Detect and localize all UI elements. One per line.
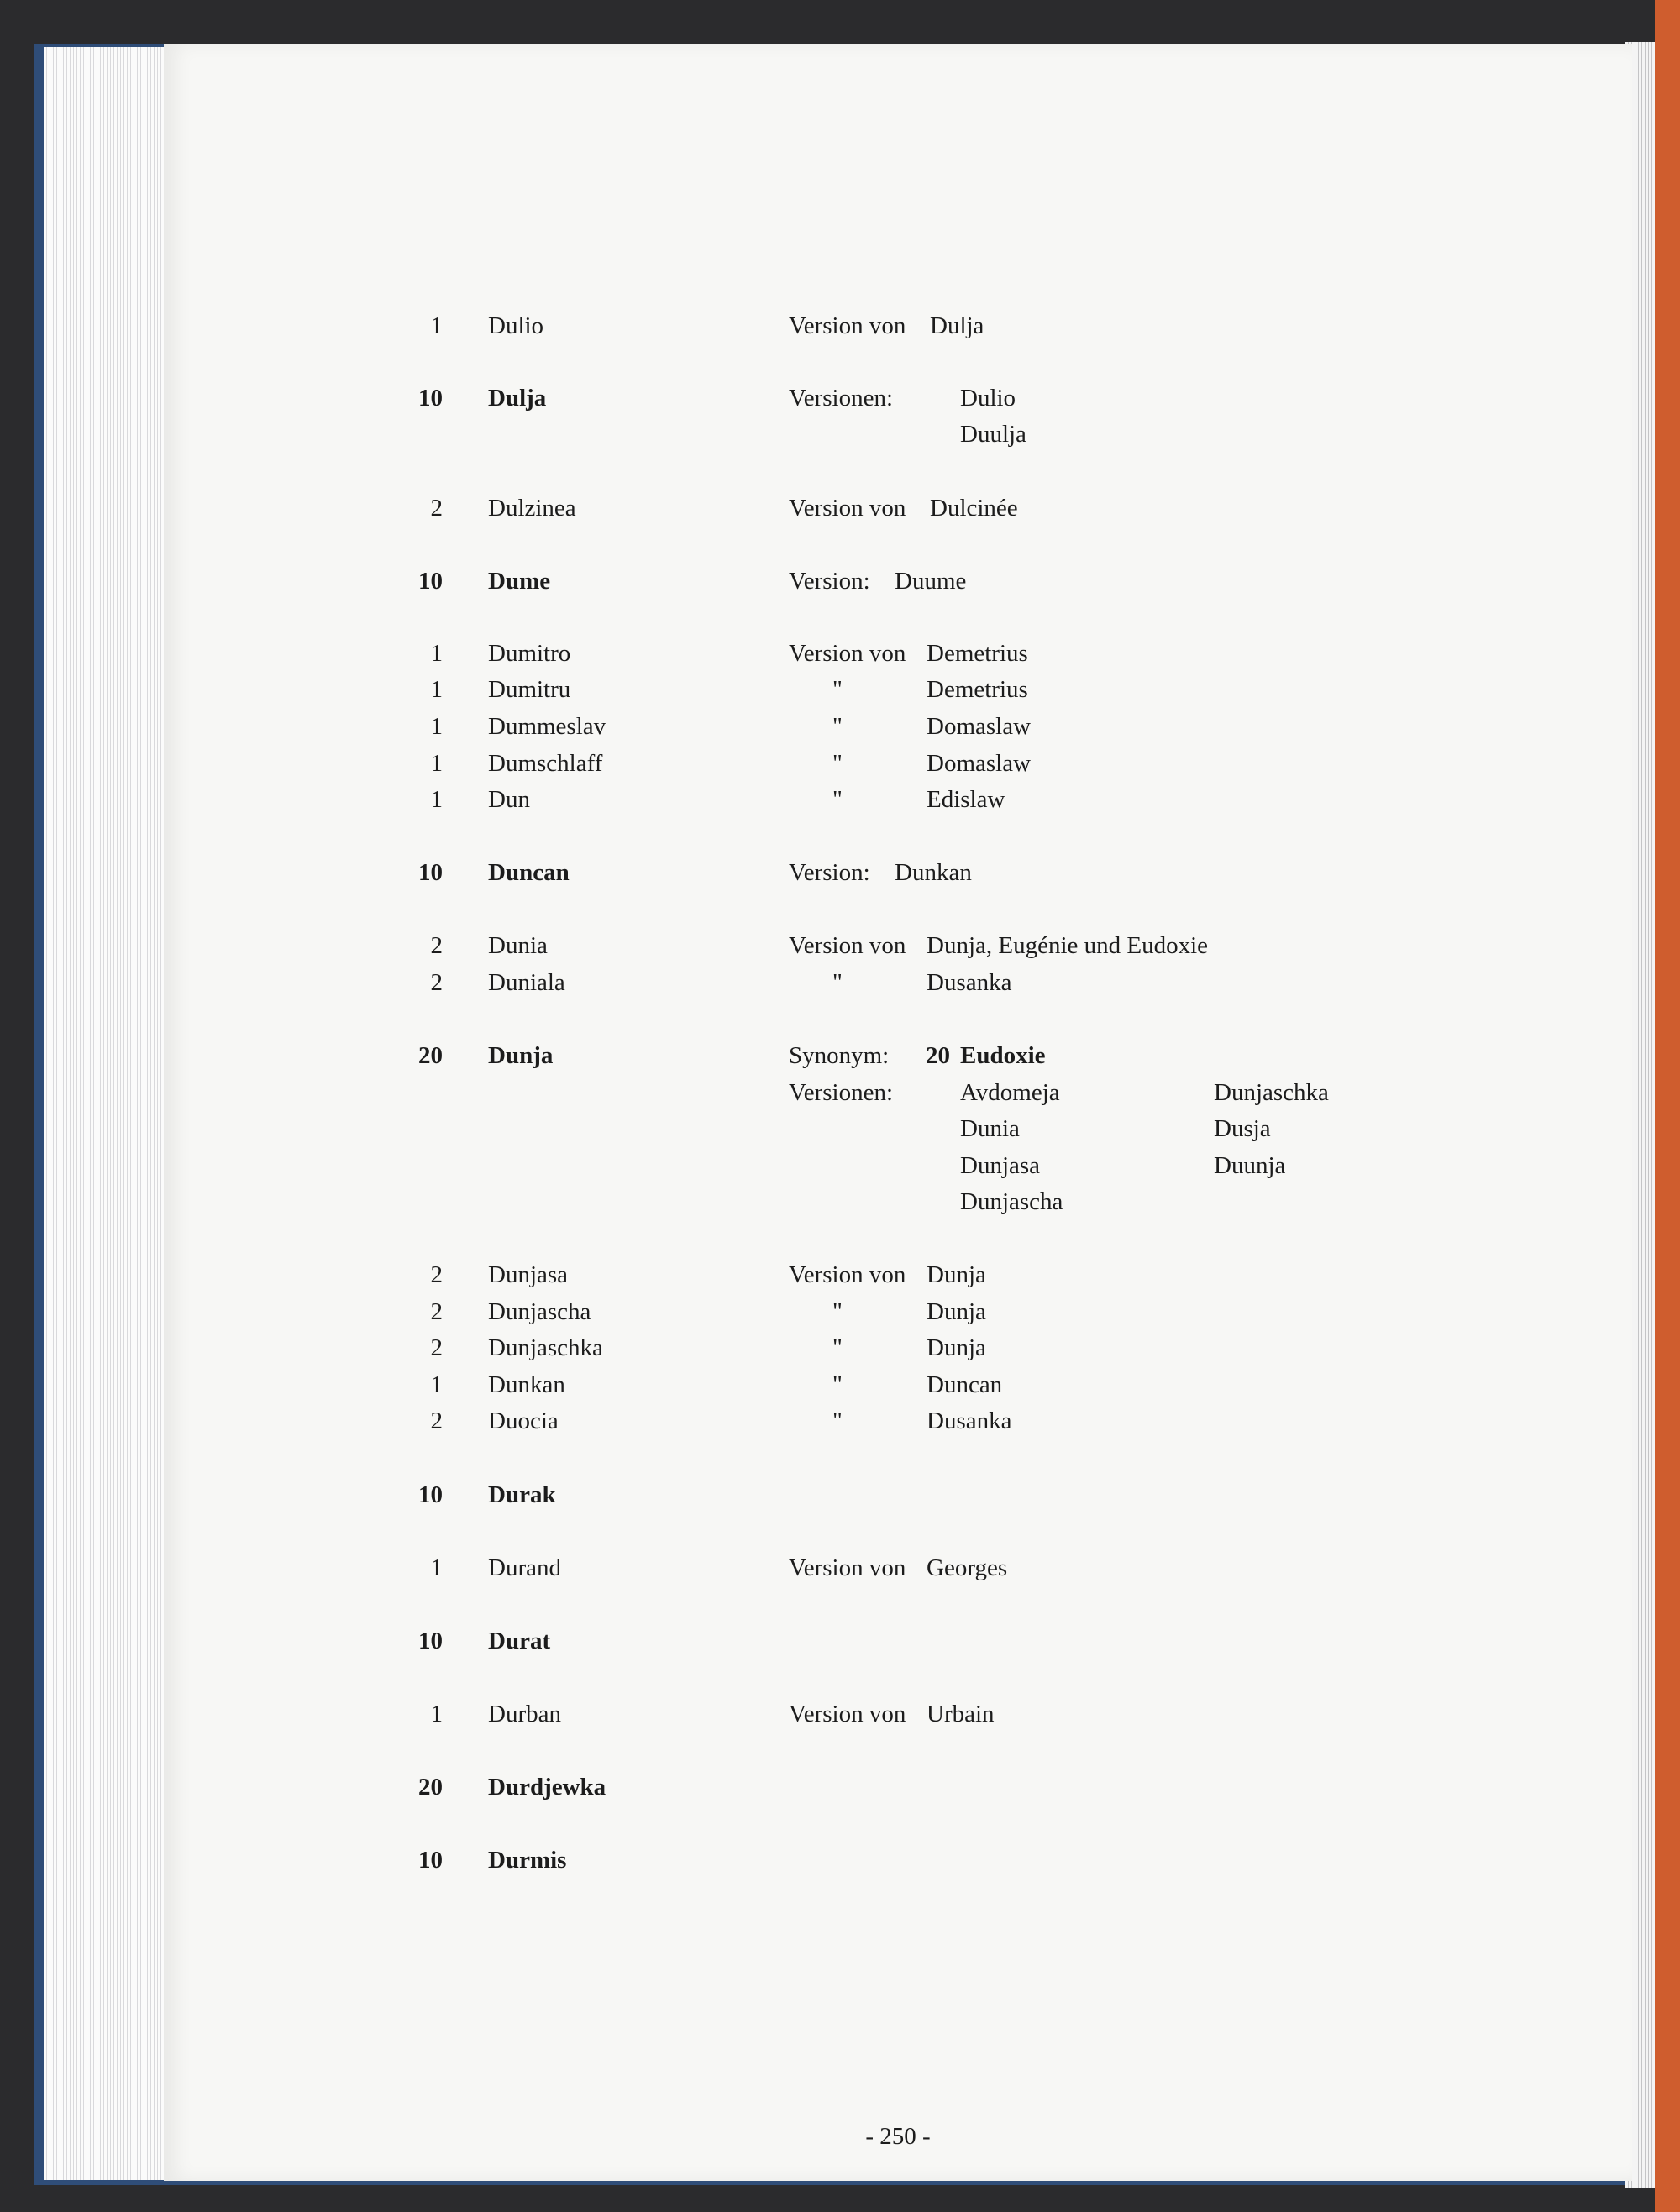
entry-frequency: 2 [430, 1261, 443, 1288]
entry-name: Dunkan [488, 1371, 565, 1398]
entry-frequency: 1 [430, 640, 443, 667]
entry-frequency: 2 [430, 932, 443, 959]
entry-frequency: 1 [430, 1701, 443, 1727]
ditto-mark: " [832, 750, 843, 777]
entry-reference: Dunja [927, 1334, 986, 1361]
entry-reference: Dunja, Eugénie und Eudoxie [927, 932, 1209, 959]
entry-name: Duniala [488, 969, 565, 996]
entry-row [164, 781, 1632, 818]
entry-frequency: 2 [430, 1334, 443, 1361]
entry-continuation-row [164, 1183, 1632, 1220]
entry-name: Durand [488, 1554, 561, 1581]
entry-name: Durat [488, 1628, 551, 1654]
entry-row [164, 708, 1632, 745]
entry-row [164, 1696, 1632, 1732]
entry-reference: Dulio [960, 385, 1016, 411]
entry-frequency: 10 [418, 568, 443, 595]
entry-row [164, 1293, 1632, 1330]
entry-row [164, 854, 1632, 891]
page-edges-left [44, 47, 170, 2180]
entry-frequency: 2 [430, 495, 443, 522]
ditto-mark: " [832, 676, 843, 703]
ditto-mark: " [832, 1407, 843, 1434]
entry-name: Dumschlaff [488, 750, 603, 777]
entry-reference: Urbain [927, 1701, 995, 1727]
entry-name: Dumitro [488, 640, 571, 667]
entry-name: Dumitru [488, 676, 571, 703]
entry-frequency: 10 [418, 1628, 443, 1654]
entry-frequency: 10 [418, 1481, 443, 1508]
entry-continuation-row [164, 1110, 1632, 1147]
entry-name: Dunia [488, 932, 548, 959]
entry-frequency: 2 [430, 969, 443, 996]
entry-reference: Georges [927, 1554, 1008, 1581]
entry-name: Dulio [488, 312, 544, 339]
entry-relation: Version: [789, 568, 870, 595]
entry-name: Dume [488, 568, 551, 595]
entry-relation: Versionen: [789, 1079, 894, 1106]
ditto-mark: " [832, 786, 843, 813]
entry-row [164, 1622, 1632, 1659]
entry-detail-row [164, 1074, 1632, 1111]
entry-frequency: 20 [418, 1042, 443, 1069]
entry-frequency: 10 [418, 859, 443, 886]
entry-frequency: 1 [430, 676, 443, 703]
entry-row [164, 563, 1632, 600]
entry-relation: Version: [789, 859, 870, 886]
entry-name: Durban [488, 1701, 561, 1727]
entry-frequency: 1 [430, 1554, 443, 1581]
entry-relation: Version von [789, 312, 906, 339]
entry-reference: Dunja [927, 1298, 986, 1325]
entry-row [164, 1842, 1632, 1879]
book-page [164, 44, 1632, 2181]
entry-name: Dun [488, 786, 530, 813]
entry-reference: Domaslaw [927, 713, 1032, 740]
entry-row [164, 964, 1632, 1001]
entry-row [164, 745, 1632, 782]
entry-reference: Dulja [930, 312, 984, 339]
entry-relation: Version von [789, 1701, 906, 1727]
entry-continuation-row [164, 1147, 1632, 1184]
entry-name: Dummeslav [488, 713, 606, 740]
page-number: - 250 - [865, 2123, 931, 2150]
entry-reference: Dunjasa [960, 1152, 1041, 1179]
entry-name: Durdjewka [488, 1774, 606, 1801]
entry-frequency: 1 [430, 750, 443, 777]
entry-reference: Edislaw [927, 786, 1005, 813]
entry-reference: Duulja [960, 421, 1026, 448]
entry-frequency: 10 [418, 385, 443, 411]
entry-reference: Eudoxie [960, 1042, 1046, 1069]
entry-name: Duncan [488, 859, 570, 886]
entry-row [164, 1329, 1632, 1366]
entry-row [164, 1402, 1632, 1439]
entry-relation: Version von [789, 1554, 906, 1581]
entry-frequency: 2 [430, 1407, 443, 1434]
entry-reference: Dusanka [927, 1407, 1012, 1434]
entry-name: Duocia [488, 1407, 559, 1434]
adjacent-page-strip [1655, 0, 1680, 2212]
entry-reference: Dunkan [895, 859, 972, 886]
entry-row [164, 671, 1632, 708]
entry-frequency: 20 [418, 1774, 443, 1801]
entry-reference: Dunjaschka [1214, 1079, 1329, 1106]
entry-row [164, 1366, 1632, 1403]
entry-reference: Demetrius [927, 640, 1028, 667]
entry-reference: Dusja [1214, 1115, 1271, 1142]
entry-name: Dulja [488, 385, 547, 411]
entry-frequency: 10 [418, 1847, 443, 1874]
entry-row [164, 307, 1632, 344]
entry-frequency: 1 [430, 713, 443, 740]
entry-name: Dunjasa [488, 1261, 569, 1288]
entry-reference: Domaslaw [927, 750, 1032, 777]
synonym-frequency: 20 [926, 1042, 950, 1069]
entry-name: Dunjascha [488, 1298, 591, 1325]
entry-reference: Duunja [1214, 1152, 1286, 1179]
entry-name: Durmis [488, 1847, 567, 1874]
entry-name: Dunjaschka [488, 1334, 603, 1361]
entry-relation: Version von [789, 640, 906, 667]
entry-relation: Version von [789, 495, 906, 522]
ditto-mark: " [832, 1334, 843, 1361]
entry-name: Durak [488, 1481, 556, 1508]
entry-frequency: 1 [430, 1371, 443, 1398]
entry-relation: Version von [789, 932, 906, 959]
entry-row [164, 927, 1632, 964]
entry-reference: Dunjascha [960, 1188, 1063, 1215]
entry-reference: Duume [895, 568, 967, 595]
entry-name: Dunja [488, 1042, 554, 1069]
entry-detail-row [164, 380, 1632, 417]
entry-row [164, 1256, 1632, 1293]
entry-row [164, 635, 1632, 672]
entry-name: Dulzinea [488, 495, 576, 522]
entry-row [164, 1037, 1632, 1074]
entry-reference: Dusanka [927, 969, 1012, 996]
ditto-mark: " [832, 969, 843, 996]
ditto-mark: " [832, 1371, 843, 1398]
entry-frequency: 2 [430, 1298, 443, 1325]
entry-reference: Dunja [927, 1261, 986, 1288]
entry-row [164, 490, 1632, 527]
entry-reference: Duncan [927, 1371, 1003, 1398]
entry-continuation-row [164, 416, 1632, 453]
entry-row [164, 1549, 1632, 1586]
entry-relation: Synonym: [789, 1042, 890, 1069]
ditto-mark: " [832, 1298, 843, 1325]
entry-frequency: 1 [430, 312, 443, 339]
entry-reference: Avdomeja [960, 1079, 1060, 1106]
entry-reference: Demetrius [927, 676, 1028, 703]
ditto-mark: " [832, 713, 843, 740]
entry-row [164, 1769, 1632, 1806]
entry-reference: Dulcinée [930, 495, 1018, 522]
entry-frequency: 1 [430, 786, 443, 813]
entry-relation: Version von [789, 1261, 906, 1288]
entry-reference: Dunia [960, 1115, 1020, 1142]
entry-relation: Versionen: [789, 385, 894, 411]
entry-row [164, 1476, 1632, 1513]
